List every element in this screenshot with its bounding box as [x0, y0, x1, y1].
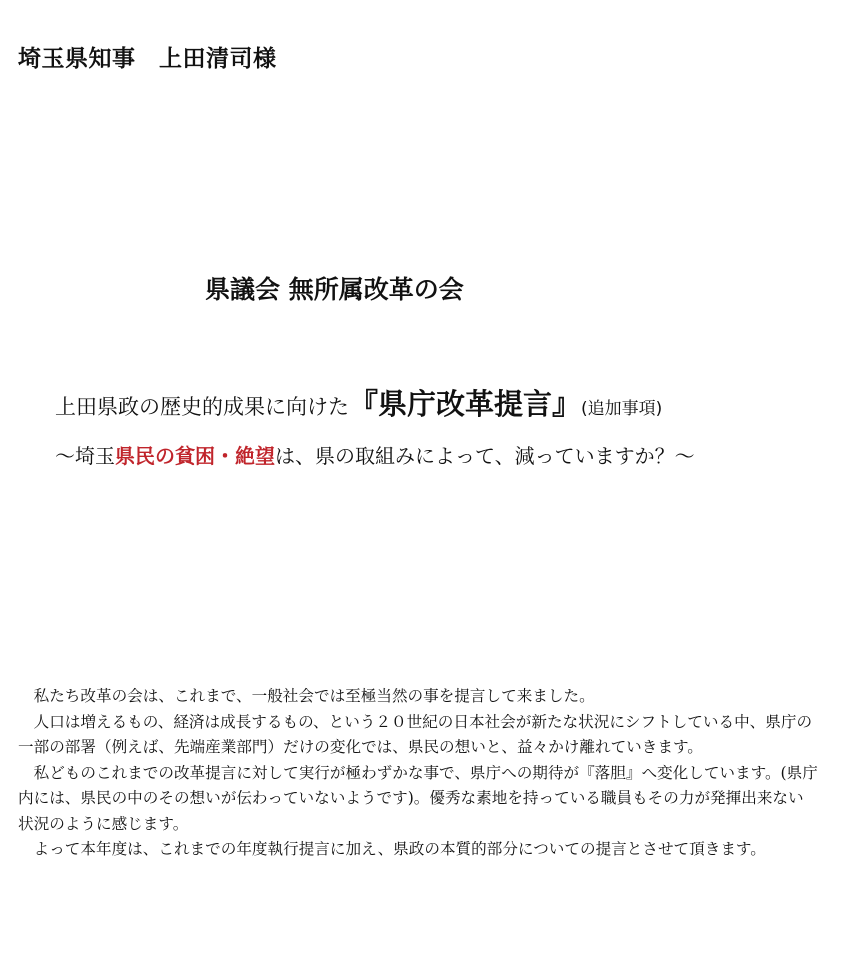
body-paragraph: よって本年度は、これまでの年度執行提言に加え、県政の本質的部分についての提言とさせて頂きます。: [33, 840, 766, 858]
body-text: [18, 684, 818, 863]
subtitle-highlight: 県民の貧困・絶望: [115, 444, 275, 468]
subtitle-part-1: 〜埼玉: [55, 444, 115, 468]
body-paragraph: 私たち改革の会は、これまで、一般社会では至極当然の事を提言して来ました。: [33, 687, 595, 705]
subtitle: [55, 440, 695, 469]
title-prefix: 上田県政の歴史的成果に向けた: [55, 395, 349, 419]
addressee: 埼玉県知事 上田清司様: [18, 46, 277, 72]
title-suffix: (追加事項): [581, 399, 663, 419]
document-title: [55, 382, 662, 423]
title-main: 『県庁改革提言』: [349, 387, 582, 421]
body-paragraph: 私どものこれまでの改革提言に対して実行が極わずかな事で、県庁への期待が『落胆』へ変化しています。(県庁内には、県民の中のその想いが伝わっていないようです)。優秀な素地を持っている職員もその力が発揮出来ない状況のように感じます。: [18, 763, 818, 833]
organization-name: 県議会 無所属改革の会: [205, 275, 464, 304]
subtitle-part-2: は、県の取組みによって、減っていますか？〜: [275, 444, 695, 468]
body-paragraph: 人口は増えるもの、経済は成長するもの、という２０世紀の日本社会が新たな状況にシフトしている中、県庁の一部の部署（例えば、先端産業部門）だけの変化では、県民の想いと、益々かけ離れていきます。: [18, 712, 813, 756]
